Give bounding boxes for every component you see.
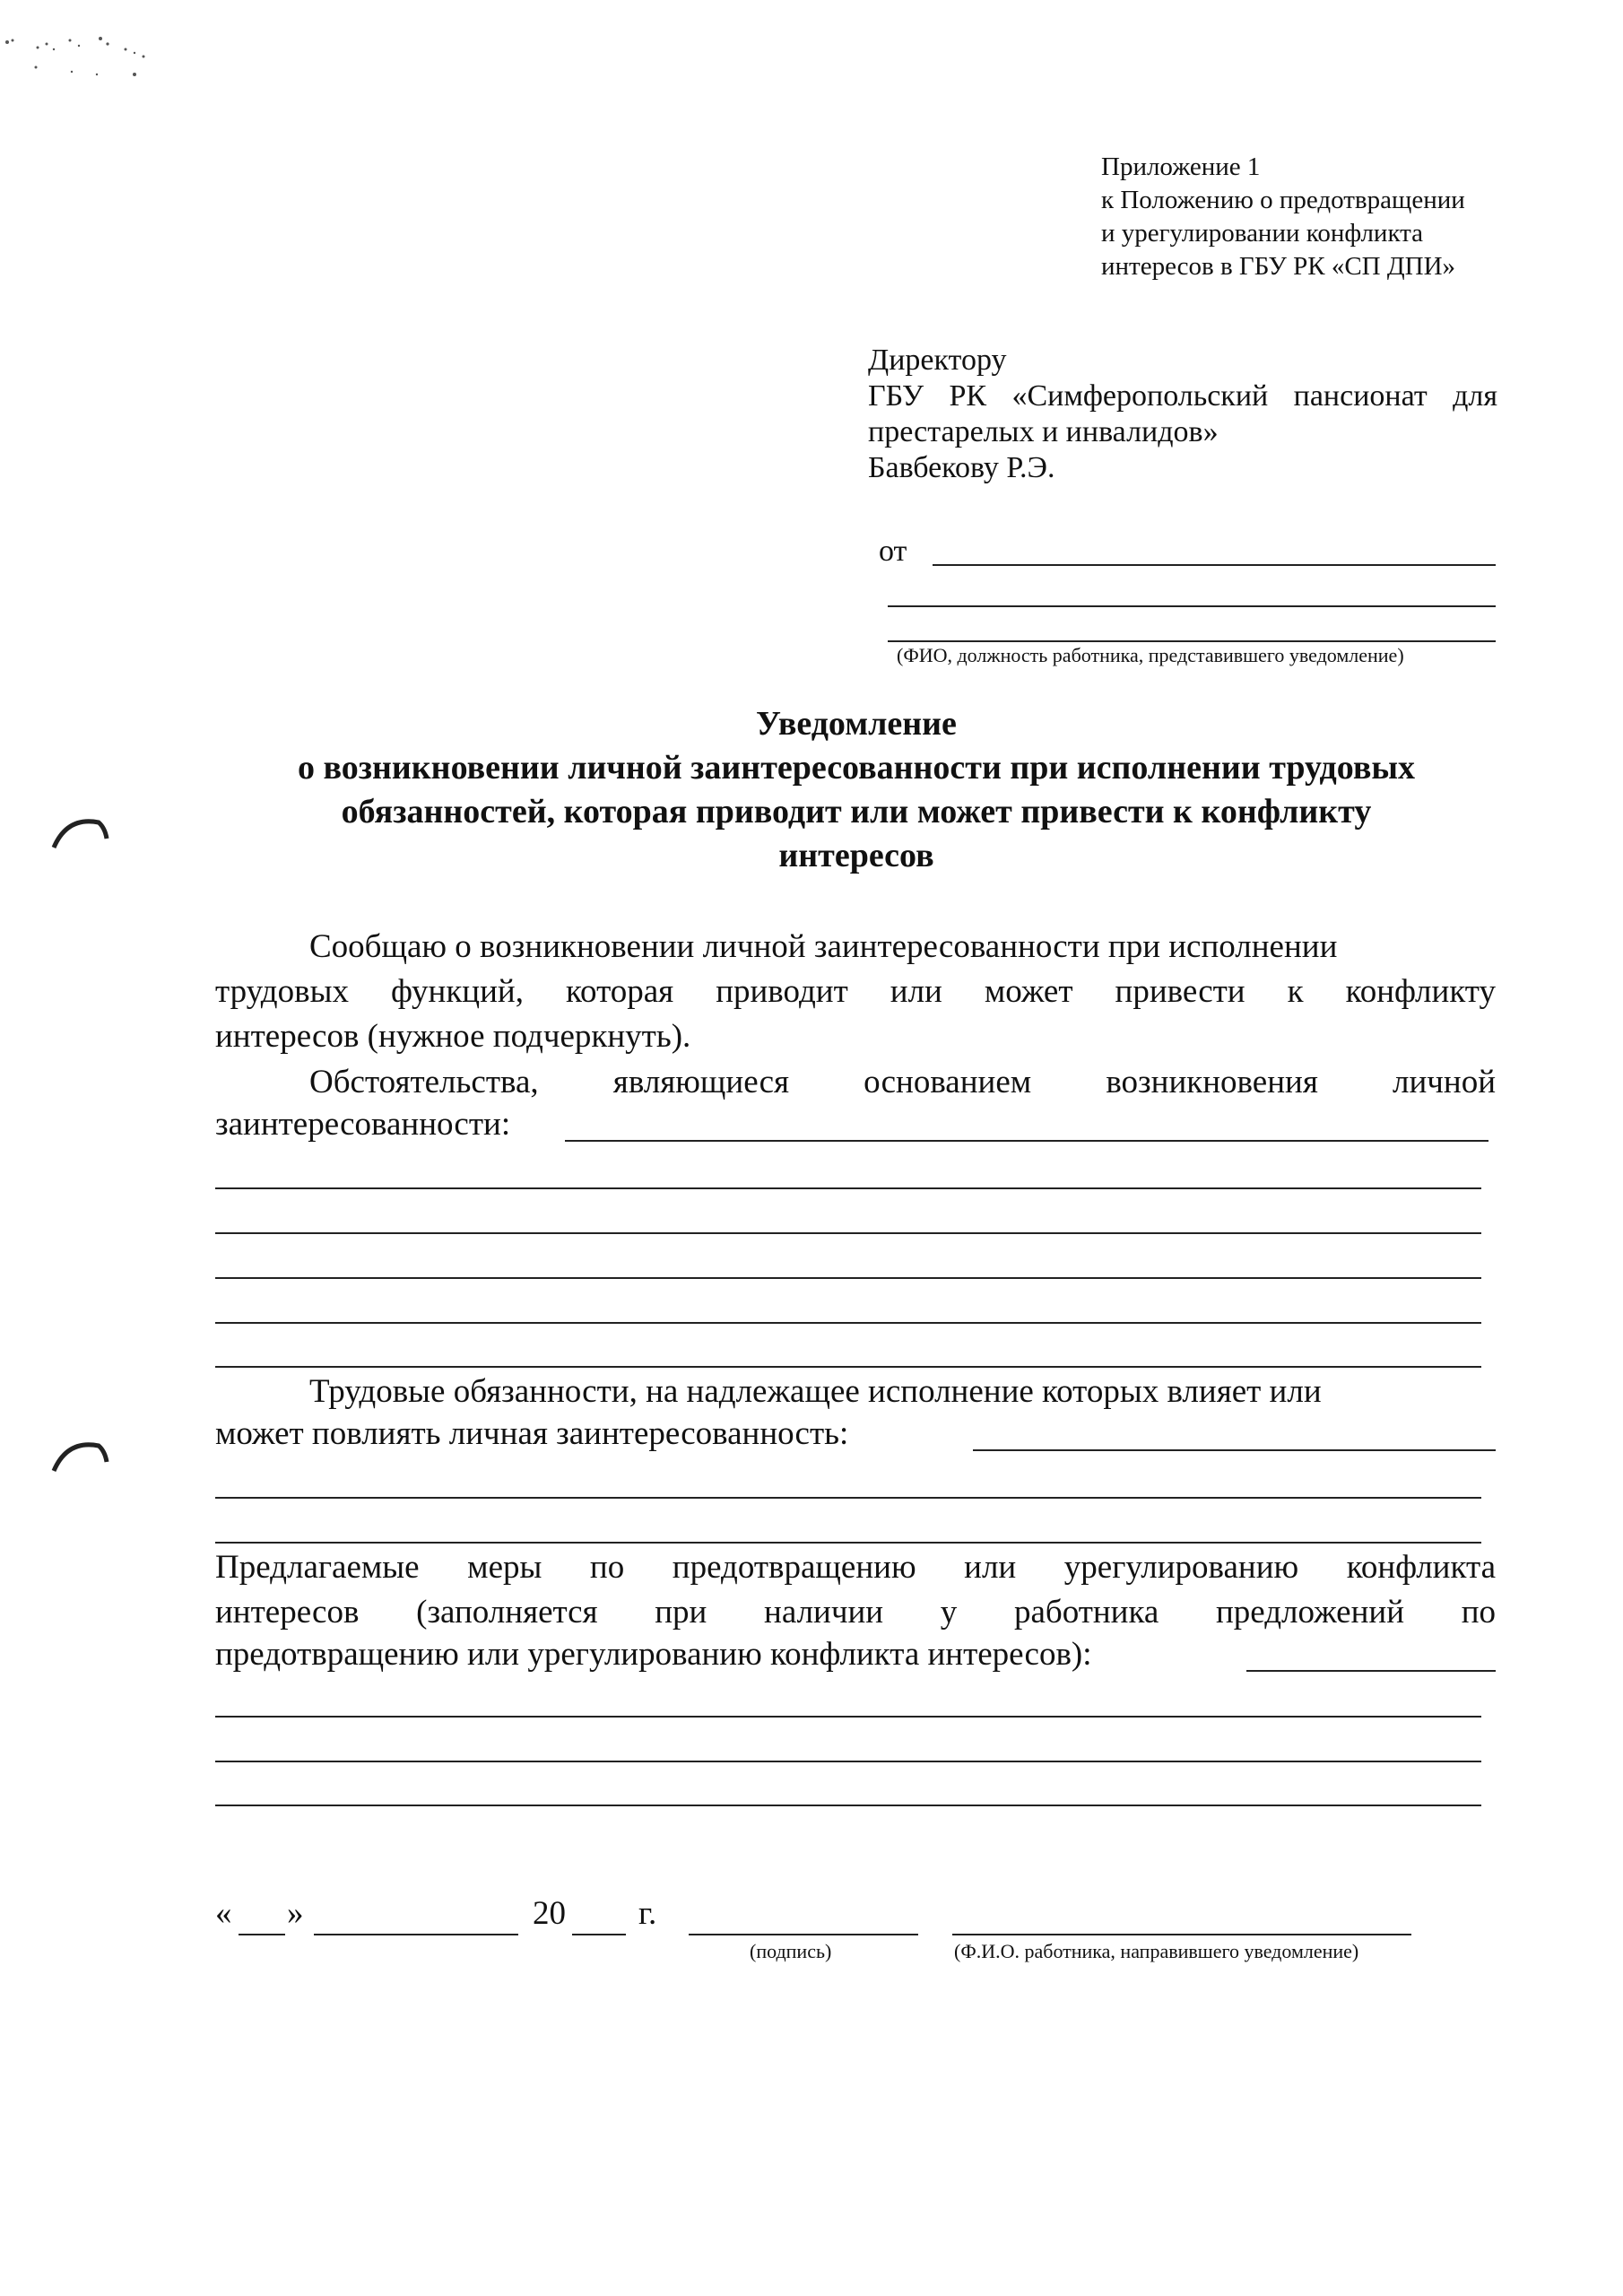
duties-field[interactable] [215, 1414, 1496, 1459]
paragraph-duties [215, 1370, 1496, 1414]
appendix-block [1101, 151, 1465, 283]
title-line: обязанностей, которая приводит или может привести к конфликту [341, 793, 1372, 831]
blank-line[interactable] [215, 1232, 1481, 1234]
appendix-line: и урегулировании конфликта [1101, 219, 1424, 248]
from-caption: (ФИО, должность работника, представившего уведомление) [897, 644, 1404, 666]
scan-noise [0, 22, 170, 85]
body-line: Обстоятельства, являющиеся основанием возникновения личной [309, 1064, 1496, 1100]
date-year-prefix: 20 [533, 1895, 566, 1932]
blank-line[interactable] [215, 1716, 1481, 1718]
blank-line[interactable] [215, 1366, 1481, 1368]
addressee-position: Директору [868, 344, 1007, 377]
title-line: о возникновении личной заинтересованности при исполнении трудовых [297, 749, 1416, 787]
appendix-line: к Положению о предотвращении [1101, 186, 1465, 214]
measures-label: предотвращению или урегулированию конфликта интересов): [215, 1636, 1092, 1673]
appendix-line: интересов в ГБУ РК «СП ДПИ» [1101, 252, 1456, 281]
date-open-quote: « [215, 1895, 232, 1932]
body-line: интересов (нужное подчеркнуть). [215, 1018, 691, 1055]
body-line: Трудовые обязанности, на надлежащее исполнение которых влияет или [309, 1373, 1322, 1410]
appendix-line: Приложение 1 [1101, 152, 1261, 181]
circumstances-field[interactable] [215, 1105, 1496, 1150]
blank-line[interactable] [565, 1140, 1488, 1142]
addressee-org-line: ГБУ РК «Симферопольский пансионат для [868, 379, 1497, 413]
punch-hole-mark [49, 812, 112, 857]
blank-line[interactable] [215, 1761, 1481, 1762]
blank-line[interactable] [215, 1497, 1481, 1499]
document-title [179, 702, 1533, 878]
addressee-name: Бавбекову Р.Э. [868, 451, 1055, 484]
blank-line[interactable] [1246, 1670, 1496, 1672]
blank-line[interactable] [215, 1542, 1481, 1544]
addressee-block [868, 343, 1497, 486]
date-year-blank[interactable] [572, 1934, 626, 1935]
duties-label: может повлиять личная заинтересованность: [215, 1415, 849, 1452]
from-blank-line[interactable] [888, 640, 1496, 642]
from-blank-line[interactable] [933, 564, 1496, 566]
name-caption: (Ф.И.О. работника, направившего уведомление) [954, 1940, 1359, 1962]
date-month-blank[interactable] [314, 1934, 518, 1935]
body-line: трудовых функций, которая приводит или может привести к конфликту [215, 973, 1496, 1010]
blank-line[interactable] [973, 1449, 1496, 1451]
date-close-quote: » [287, 1895, 304, 1932]
punch-hole-mark [49, 1435, 112, 1480]
from-field[interactable] [879, 535, 1497, 570]
body-line: Предлагаемые меры по предотвращению или урегулированию конфликта [215, 1549, 1496, 1586]
blank-line[interactable] [215, 1187, 1481, 1189]
signature-caption: (подпись) [750, 1940, 832, 1962]
date-year-suffix: г. [638, 1895, 657, 1932]
paragraph-circumstances [215, 1060, 1496, 1105]
from-label: от [879, 535, 907, 568]
date-day-blank[interactable] [239, 1934, 285, 1935]
addressee-org-line: престарелых и инвалидов» [868, 415, 1219, 448]
measures-field[interactable] [215, 1635, 1496, 1680]
paragraph-measures [215, 1545, 1496, 1635]
body-line: интересов (заполняется при наличии у работника предложений по [215, 1594, 1496, 1631]
blank-line[interactable] [215, 1322, 1481, 1324]
blank-line[interactable] [215, 1805, 1481, 1806]
title-line: интересов [778, 837, 934, 874]
paragraph-notice [215, 925, 1496, 1059]
circumstances-label: заинтересованности: [215, 1106, 511, 1143]
name-blank[interactable] [952, 1934, 1411, 1935]
body-line: Сообщаю о возникновении личной заинтересованности при исполнении [309, 928, 1338, 965]
blank-line[interactable] [215, 1277, 1481, 1279]
from-blank-line[interactable] [888, 605, 1496, 607]
title-line: Уведомление [756, 705, 957, 743]
signature-blank[interactable] [689, 1934, 918, 1935]
